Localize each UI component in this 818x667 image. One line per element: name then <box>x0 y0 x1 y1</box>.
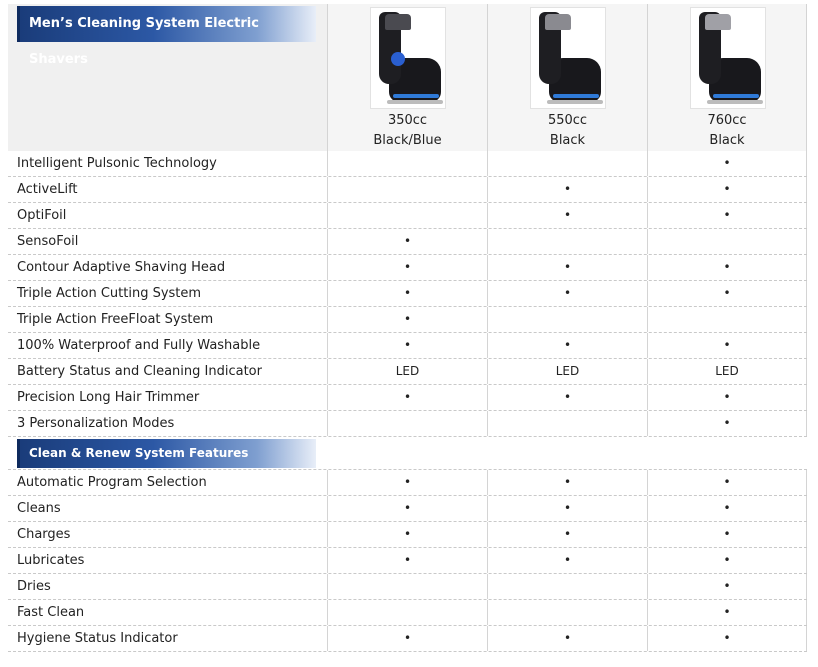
feature-bullet: • <box>487 255 647 280</box>
feature-label: OptiFoil <box>17 208 67 223</box>
feature-bullet: • <box>647 548 807 573</box>
table-row <box>8 470 807 496</box>
header-label-cell <box>8 4 327 151</box>
empty-cell <box>327 203 487 228</box>
table-row <box>8 548 807 574</box>
feature-label: SensoFoil <box>17 234 79 249</box>
feature-bullet: • <box>647 600 807 625</box>
model-column-550cc <box>487 4 647 151</box>
table-row <box>8 307 807 333</box>
feature-label: 3 Personalization Modes <box>17 416 175 431</box>
feature-bullet: • <box>487 548 647 573</box>
feature-bullet: • <box>487 470 647 495</box>
table-row <box>8 359 807 385</box>
empty-cell <box>487 600 647 625</box>
feature-label: Lubricates <box>17 553 85 568</box>
feature-bullet: • <box>327 470 487 495</box>
empty-cell <box>327 574 487 599</box>
shaver-icon <box>379 12 401 84</box>
table-row <box>8 203 807 229</box>
feature-label: Precision Long Hair Trimmer <box>17 390 200 405</box>
feature-bullet: • <box>487 281 647 306</box>
feature-bullet: • <box>647 470 807 495</box>
feature-bullet: • <box>487 177 647 202</box>
shaver-icon <box>539 12 561 84</box>
feature-label: Hygiene Status Indicator <box>17 631 178 646</box>
feature-bullet: • <box>327 281 487 306</box>
empty-cell <box>487 151 647 176</box>
section-header-clean-renew <box>8 437 807 470</box>
table-row <box>8 255 807 281</box>
feature-bullet: • <box>327 229 487 254</box>
model-color: Black <box>549 133 586 148</box>
feature-bullet: • <box>647 255 807 280</box>
table-row <box>8 496 807 522</box>
feature-bullet: • <box>487 333 647 358</box>
feature-bullet: • <box>327 333 487 358</box>
feature-label: Fast Clean <box>17 605 85 620</box>
feature-bullet: • <box>647 151 807 176</box>
feature-bullet: • <box>647 203 807 228</box>
feature-label: Intelligent Pulsonic Technology <box>17 156 217 171</box>
feature-label: 100% Waterproof and Fully Washable <box>17 338 261 353</box>
feature-label: Cleans <box>17 501 61 516</box>
comparison-table <box>8 4 807 652</box>
feature-bullet: • <box>647 522 807 547</box>
feature-label: Triple Action FreeFloat System <box>17 312 214 327</box>
feature-label: ActiveLift <box>17 182 78 197</box>
table-header <box>8 4 807 151</box>
feature-label: Contour Adaptive Shaving Head <box>17 260 226 275</box>
model-number: 550cc <box>547 113 588 128</box>
feature-value: LED <box>327 359 487 384</box>
feature-bullet: • <box>647 177 807 202</box>
feature-bullet: • <box>327 385 487 410</box>
feature-bullet: • <box>647 385 807 410</box>
empty-cell <box>487 307 647 332</box>
feature-bullet: • <box>647 496 807 521</box>
feature-value: LED <box>647 359 807 384</box>
shaver-image[interactable] <box>370 7 446 109</box>
shaver-image[interactable] <box>690 7 766 109</box>
feature-bullet: • <box>647 411 807 436</box>
feature-bullet: • <box>327 496 487 521</box>
feature-label: Dries <box>17 579 51 594</box>
feature-bullet: • <box>327 626 487 651</box>
feature-bullet: • <box>487 626 647 651</box>
empty-cell <box>487 411 647 436</box>
model-label <box>488 111 647 151</box>
empty-cell <box>487 574 647 599</box>
feature-label: Battery Status and Cleaning Indicator <box>17 364 262 379</box>
table-row <box>8 385 807 411</box>
model-color: Black/Blue <box>373 133 442 148</box>
table-row <box>8 229 807 255</box>
model-number: 760cc <box>707 113 747 128</box>
table-row <box>8 626 807 652</box>
feature-bullet: • <box>487 522 647 547</box>
empty-cell <box>487 229 647 254</box>
feature-rows <box>8 151 807 437</box>
feature-value: LED <box>487 359 647 384</box>
section-banner-clean-renew: Clean & Renew System Features <box>17 439 316 468</box>
section-banner-shavers: Men’s Cleaning System Electric Shavers <box>17 6 316 42</box>
empty-cell <box>327 151 487 176</box>
table-row <box>8 411 807 437</box>
shaver-image[interactable] <box>530 7 606 109</box>
model-label <box>328 111 487 151</box>
feature-bullet: • <box>647 626 807 651</box>
empty-cell <box>647 307 807 332</box>
table-row <box>8 281 807 307</box>
model-column-760cc <box>647 4 807 151</box>
table-row <box>8 522 807 548</box>
table-row <box>8 177 807 203</box>
feature-label: Automatic Program Selection <box>17 475 207 490</box>
feature-label: Triple Action Cutting System <box>17 286 202 301</box>
feature-bullet: • <box>487 203 647 228</box>
feature-bullet: • <box>647 574 807 599</box>
model-number: 350cc <box>387 113 428 128</box>
feature-bullet: • <box>487 385 647 410</box>
empty-cell <box>327 177 487 202</box>
empty-cell <box>647 229 807 254</box>
model-color: Black <box>709 133 745 148</box>
table-row <box>8 333 807 359</box>
table-row <box>8 151 807 177</box>
feature-rows-clean-renew <box>8 470 807 652</box>
feature-bullet: • <box>487 496 647 521</box>
shaver-icon <box>699 12 721 84</box>
feature-label: Charges <box>17 527 71 542</box>
empty-cell <box>327 411 487 436</box>
feature-bullet: • <box>647 333 807 358</box>
feature-bullet: • <box>327 255 487 280</box>
empty-cell <box>327 600 487 625</box>
feature-bullet: • <box>327 307 487 332</box>
model-label <box>648 111 806 151</box>
table-row <box>8 600 807 626</box>
table-row <box>8 574 807 600</box>
feature-bullet: • <box>647 281 807 306</box>
feature-bullet: • <box>327 548 487 573</box>
feature-bullet: • <box>327 522 487 547</box>
model-column-350cc <box>327 4 487 151</box>
